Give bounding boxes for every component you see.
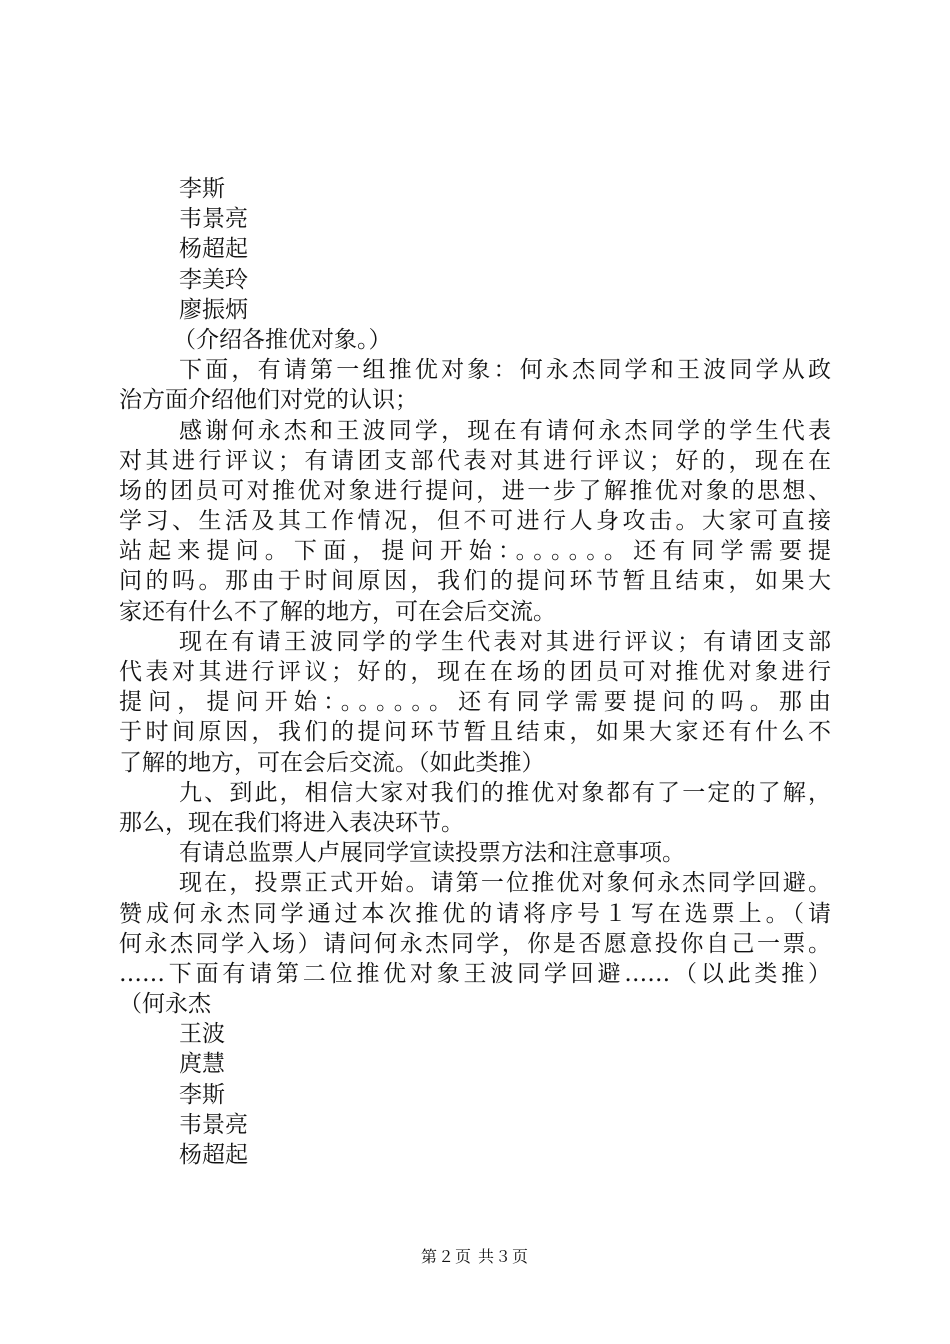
paragraph-thanks-line: 学习、生活及其工作情况，但不可进行人身攻击。大家可直接 [119, 508, 831, 535]
name-item: 李斯 [179, 176, 225, 202]
paragraph-vote-line: 何永杰同学入场）请问何永杰同学，你是否愿意投你自己一票。 [119, 930, 831, 957]
paragraph-wangbo-line: 了解的地方，可在会后交流。（如此类推） [119, 749, 545, 776]
paragraph-nine-line: 那么，现在我们将进入表决环节。 [119, 809, 464, 836]
name-item: 杨超起 [179, 1142, 248, 1168]
paragraph-wangbo-line: 提问，提问开始：。。。。。。还有同学需要提问的吗。那由 [119, 689, 831, 716]
name-item: 李美玲 [179, 266, 248, 293]
name-item: 李斯 [179, 1081, 225, 1108]
name-item: 王波 [179, 1021, 225, 1048]
paragraph-thanks-line: 对其进行评议；有请团支部代表对其进行评议；好的，现在在 [119, 447, 831, 474]
name-item: 韦景亮 [179, 206, 248, 233]
paragraph-vote-line: ……下面有请第二位推优对象王波同学回避……（以此类推） [119, 960, 831, 987]
paragraph-vote-line: 赞成何永杰同学通过本次推优的请将序号１写在选票上。（请 [119, 900, 831, 927]
name-item: （何永杰 [119, 991, 211, 1018]
paragraph-thanks-line: 站起来提问。下面，提问开始：。。。。。。还有同学需要提 [119, 538, 831, 565]
paragraph-wangbo-line: 代表对其进行评议；好的，现在在场的团员可对推优对象进行 [119, 659, 831, 685]
name-item: 廖振炳 [179, 296, 248, 323]
paragraph-vote-line: 现在，投票正式开始。请第一位推优对象何永杰同学回避。 [179, 870, 831, 897]
paragraph-nine-line: 九、到此，相信大家对我们的推优对象都有了一定的了解， [179, 779, 831, 806]
name-item: 杨超起 [179, 236, 248, 263]
paragraph-thanks-line: 感谢何永杰和王波同学，现在有请何永杰同学的学生代表 [179, 417, 831, 444]
paragraph-wangbo-line: 于时间原因，我们的提问环节暂且结束，如果大家还有什么不 [119, 719, 831, 746]
paragraph-wangbo-line: 现在有请王波同学的学生代表对其进行评议；有请团支部 [179, 628, 831, 655]
name-item: 庹慧 [179, 1051, 225, 1078]
paragraph-thanks-line: 家还有什么不了解的地方，可在会后交流。 [119, 598, 556, 625]
paragraph-thanks-line: 场的团员可对推优对象进行提问，进一步了解推优对象的思想、 [119, 477, 831, 504]
name-item: 韦景亮 [179, 1111, 248, 1138]
paragraph-thanks-line: 问的吗。那由于时间原因，我们的提问环节暂且结束，如果大 [119, 568, 831, 595]
paragraph-first-group-line: 下面，有请第一组推优对象：何永杰同学和王波同学从政 [179, 357, 831, 384]
paragraph-first-group-line: 治方面介绍他们对党的认识； [119, 387, 418, 414]
document-body [119, 174, 831, 1170]
paragraph-supervisor: 有请总监票人卢展同学宣读投票方法和注意事项。 [179, 840, 685, 867]
intro-note: （介绍各推优对象。） [173, 326, 392, 353]
page-footer: 第２页 共３页 [420, 1247, 530, 1266]
